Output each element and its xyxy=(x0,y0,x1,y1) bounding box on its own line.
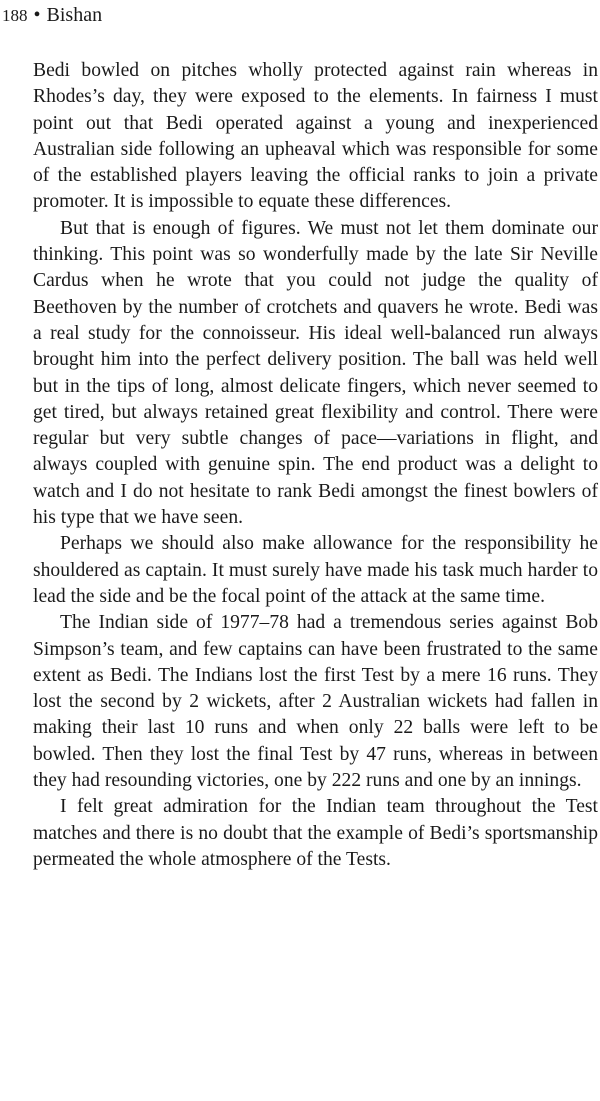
body-text xyxy=(33,58,598,873)
paragraph: Perhaps we should also make allowance for the responsibility he shouldered as captain. It must surely have made his task much harder to lead the side and be the focal point of the attack at the same time. xyxy=(33,533,598,607)
running-head xyxy=(2,2,102,29)
paragraph: The Indian side of 1977–78 had a tremendous series against Bob Simpson’s team, and few captains can have been frustrated to the same extent as Bedi. The Indians lost the first Test by a mere 16 runs. They lost the second by 2 wickets, after 2 Australian wickets had fallen in making their last 10 runs and when only 22 balls were left to be bowled. Then they lost the final Test by 47 runs, whereas in between they had resounding victories, one by 222 runs and one by an innings. xyxy=(33,612,598,792)
paragraph: Bedi bowled on pitches wholly protected against rain whereas in Rhodes’s day, they were exposed to the elements. In fairness I must point out that Bedi operated against a young and inexperienced Australian side following an upheaval which was responsible for some of the established players leaving the official ranks to join a private promoter. It is impossible to equate these differences. xyxy=(33,60,598,213)
header-separator: • xyxy=(33,4,41,26)
page-number: 188 xyxy=(2,6,28,25)
paragraph: I felt great admiration for the Indian team throughout the Test matches and there is no doubt that the example of Bedi’s sportsmanship permeated the whole atmosphere of the Tests. xyxy=(33,796,598,870)
running-title: Bishan xyxy=(46,4,103,26)
paragraph: But that is enough of figures. We must not let them dominate our thinking. This point was so wonderfully made by the late Sir Neville Cardus when he wrote that you could not judge the quality of Beethoven by the number of crotchets and quavers he wrote. Bedi was a real study for the connoisseur. His ideal well-balanced run always brought him into the perfect delivery position. The ball was held well but in the tips of long, almost delicate fingers, which never seemed to get tired, but always retained great flexibility and control. There were regular but very subtle changes of pace—variations in flight, and always coupled with genuine spin. The end product was a delight to watch and I do not hesitate to rank Bedi amongst the finest bowlers of his type that we have seen. xyxy=(33,217,598,529)
